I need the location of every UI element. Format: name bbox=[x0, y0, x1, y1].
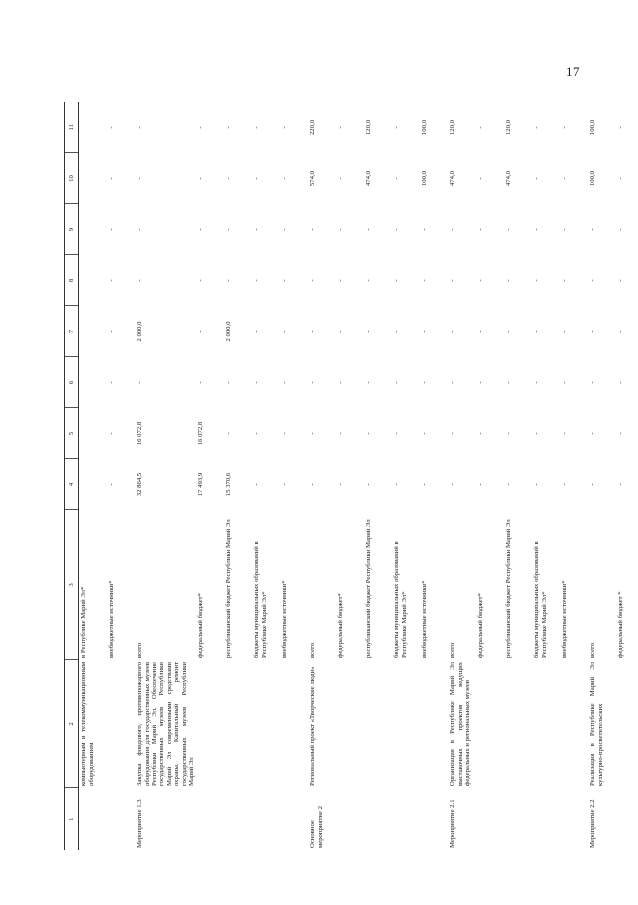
value-cell: - bbox=[477, 279, 485, 282]
column-header: 9 bbox=[65, 204, 79, 255]
value-cell: - bbox=[365, 279, 373, 282]
activity-code-cell bbox=[616, 788, 638, 850]
value-cell: - bbox=[449, 279, 457, 282]
value-cell: - bbox=[421, 279, 429, 282]
value-cell: - bbox=[561, 330, 569, 333]
value-cell: - bbox=[617, 279, 625, 282]
funding-source-cell: внебюджетные источники* bbox=[108, 580, 116, 658]
value-cell: - bbox=[253, 126, 261, 129]
value-cell: - bbox=[421, 228, 429, 231]
value-cell: - bbox=[108, 177, 116, 180]
value-cell: - bbox=[477, 330, 485, 333]
value-cell: - bbox=[617, 177, 625, 180]
value-cell: - bbox=[281, 330, 289, 333]
value-cell: - bbox=[505, 330, 513, 333]
activity-code-cell: Основное мероприятие 2 bbox=[309, 806, 324, 848]
value-cell: - bbox=[533, 330, 541, 333]
value-cell bbox=[79, 306, 108, 357]
value-cell: 100,0 bbox=[421, 119, 429, 136]
value-cell: - bbox=[197, 330, 205, 333]
value-cell: - bbox=[505, 381, 513, 384]
column-number-row bbox=[65, 102, 79, 850]
value-cell: - bbox=[561, 381, 569, 384]
value-cell: 100,0 bbox=[589, 170, 597, 187]
value-cell: - bbox=[337, 228, 345, 231]
value-cell: 16 072,8 bbox=[197, 421, 205, 446]
table-row bbox=[336, 102, 364, 850]
value-cell: - bbox=[309, 381, 317, 384]
funding-source-cell: бюджеты муниципальных образований в Республике Марий Эл* bbox=[533, 541, 548, 658]
funding-source-cell: всего bbox=[309, 642, 317, 658]
column-header: 3 bbox=[65, 510, 79, 660]
value-cell: - bbox=[281, 483, 289, 486]
value-cell: - bbox=[561, 126, 569, 129]
table-row bbox=[252, 102, 280, 850]
funding-source-cell: республиканский бюджет Республики Марий Эл bbox=[505, 519, 513, 658]
activity-name-cell: Реализация в Республике Марий Эл культурно-просветительских bbox=[589, 662, 604, 786]
value-cell: - bbox=[309, 432, 317, 435]
column-header: 10 bbox=[65, 153, 79, 204]
value-cell: - bbox=[505, 228, 513, 231]
value-cell: - bbox=[281, 126, 289, 129]
value-cell: - bbox=[337, 330, 345, 333]
value-cell: - bbox=[477, 228, 485, 231]
value-cell: - bbox=[337, 381, 345, 384]
value-cell: - bbox=[108, 432, 116, 435]
value-cell: - bbox=[365, 381, 373, 384]
value-cell: 100,0 bbox=[589, 119, 597, 136]
value-cell: - bbox=[393, 432, 401, 435]
value-cell: - bbox=[533, 177, 541, 180]
value-cell: - bbox=[617, 381, 625, 384]
value-cell: - bbox=[225, 279, 233, 282]
funding-source-cell: внебюджетные источники* bbox=[561, 580, 569, 658]
activity-name-cell bbox=[532, 660, 560, 788]
value-cell: - bbox=[393, 483, 401, 486]
value-cell: - bbox=[309, 483, 317, 486]
activity-code-cell bbox=[224, 788, 252, 850]
value-cell: - bbox=[337, 483, 345, 486]
table-row bbox=[79, 102, 108, 850]
value-cell: - bbox=[477, 126, 485, 129]
table-row bbox=[224, 102, 252, 850]
value-cell: - bbox=[589, 228, 597, 231]
value-cell: 2 000,0 bbox=[136, 321, 144, 342]
activity-code-cell: Мероприятие 1.3 bbox=[136, 799, 144, 848]
funding-source-cell: республиканский бюджет Республики Марий Эл bbox=[365, 519, 373, 658]
funding-table bbox=[64, 102, 638, 850]
value-cell: - bbox=[561, 279, 569, 282]
table-row bbox=[476, 102, 504, 850]
value-cell: 100,0 bbox=[421, 170, 429, 187]
table-row bbox=[107, 102, 135, 850]
value-cell: - bbox=[393, 126, 401, 129]
funding-source-cell: внебюджетные источники* bbox=[281, 580, 289, 658]
activity-code-cell bbox=[420, 788, 448, 850]
activity-name-cell bbox=[336, 660, 364, 788]
value-cell: - bbox=[505, 483, 513, 486]
funding-source-cell: всего bbox=[136, 642, 144, 658]
value-cell: - bbox=[589, 432, 597, 435]
funding-source-cell: республиканский бюджет Республики Марий Эл bbox=[225, 519, 233, 658]
funding-source-cell: бюджеты муниципальных образований в Республике Марий Эл* bbox=[253, 541, 268, 658]
value-cell: - bbox=[337, 432, 345, 435]
value-cell bbox=[79, 357, 108, 408]
table-row bbox=[135, 102, 196, 850]
column-header: 1 bbox=[65, 788, 79, 850]
value-cell: - bbox=[561, 177, 569, 180]
table-row bbox=[504, 102, 532, 850]
activity-name-cell bbox=[107, 660, 135, 788]
activity-code-cell bbox=[79, 788, 108, 850]
funding-source-cell: внебюджетные источники* bbox=[421, 580, 429, 658]
value-cell: 16 072,8 bbox=[136, 421, 144, 446]
value-cell: - bbox=[253, 330, 261, 333]
value-cell bbox=[79, 153, 108, 204]
funding-source-cell: бюджеты муниципальных образований в Республике Марий Эл* bbox=[393, 541, 408, 658]
value-cell: - bbox=[108, 483, 116, 486]
activity-name-cell bbox=[420, 660, 448, 788]
value-cell: - bbox=[136, 126, 144, 129]
value-cell: - bbox=[281, 177, 289, 180]
value-cell: - bbox=[421, 381, 429, 384]
value-cell: - bbox=[533, 126, 541, 129]
value-cell: - bbox=[281, 228, 289, 231]
value-cell: - bbox=[505, 279, 513, 282]
value-cell: - bbox=[197, 228, 205, 231]
value-cell: - bbox=[449, 228, 457, 231]
value-cell: 474,0 bbox=[505, 170, 513, 187]
table-row bbox=[364, 102, 392, 850]
activity-name-cell bbox=[364, 660, 392, 788]
activity-name-cell: Организация в Республике Марий Эл выставочных проектов ведущих федеральных и региональных музеев bbox=[449, 662, 471, 786]
value-cell: - bbox=[225, 381, 233, 384]
value-cell: - bbox=[393, 330, 401, 333]
value-cell: 474,0 bbox=[449, 170, 457, 187]
value-cell: - bbox=[449, 330, 457, 333]
value-cell: - bbox=[136, 279, 144, 282]
value-cell: - bbox=[337, 177, 345, 180]
activity-name-cell bbox=[224, 660, 252, 788]
value-cell: - bbox=[561, 432, 569, 435]
value-cell: - bbox=[253, 177, 261, 180]
value-cell: - bbox=[589, 330, 597, 333]
table-row bbox=[616, 102, 638, 850]
value-cell: - bbox=[533, 432, 541, 435]
value-cell: - bbox=[421, 330, 429, 333]
column-header: 8 bbox=[65, 255, 79, 306]
value-cell: - bbox=[108, 381, 116, 384]
table-row bbox=[560, 102, 588, 850]
value-cell: - bbox=[617, 330, 625, 333]
value-cell: - bbox=[281, 279, 289, 282]
activity-name-cell bbox=[196, 660, 224, 788]
value-cell: - bbox=[449, 483, 457, 486]
activity-name-cell bbox=[504, 660, 532, 788]
activity-name-cell: компьютерным и телекоммуникационным оборудованием bbox=[80, 662, 95, 786]
table-row bbox=[280, 102, 308, 850]
value-cell: - bbox=[561, 483, 569, 486]
table-body bbox=[79, 102, 638, 850]
value-cell: - bbox=[393, 177, 401, 180]
value-cell bbox=[79, 204, 108, 255]
activity-name-cell bbox=[616, 660, 638, 788]
value-cell: - bbox=[533, 279, 541, 282]
value-cell: - bbox=[281, 432, 289, 435]
value-cell: - bbox=[337, 279, 345, 282]
value-cell: - bbox=[477, 177, 485, 180]
table-row bbox=[392, 102, 420, 850]
activity-code-cell: Мероприятие 2.1 bbox=[449, 799, 457, 848]
value-cell bbox=[79, 408, 108, 459]
activity-code-cell bbox=[336, 788, 364, 850]
value-cell: - bbox=[449, 432, 457, 435]
value-cell: - bbox=[197, 381, 205, 384]
value-cell: - bbox=[108, 279, 116, 282]
value-cell: - bbox=[449, 381, 457, 384]
value-cell: - bbox=[108, 228, 116, 231]
column-header: 5 bbox=[65, 408, 79, 459]
value-cell: - bbox=[617, 432, 625, 435]
value-cell: - bbox=[477, 381, 485, 384]
value-cell: - bbox=[197, 279, 205, 282]
activity-code-cell bbox=[392, 788, 420, 850]
activity-name-cell: Закупка фондового, противопожарного оборудования для государственных музеев Республики Марий Эл. Обеспечение государственных музеев Республики Марий Эл современными средствами охраны. Капитальный ремонт государственных музеев Республики Марий Эл bbox=[136, 662, 195, 786]
value-cell: - bbox=[281, 381, 289, 384]
value-cell: - bbox=[393, 228, 401, 231]
value-cell: - bbox=[589, 279, 597, 282]
activity-code-cell: Мероприятие 2.2 bbox=[589, 799, 597, 848]
value-cell: - bbox=[309, 228, 317, 231]
activity-code-cell bbox=[532, 788, 560, 850]
value-cell: - bbox=[225, 177, 233, 180]
value-cell: - bbox=[365, 228, 373, 231]
value-cell: - bbox=[421, 432, 429, 435]
activity-code-cell bbox=[364, 788, 392, 850]
activity-name-cell bbox=[252, 660, 280, 788]
activity-name-cell bbox=[560, 660, 588, 788]
funding-source-cell: федеральный бюджет * bbox=[617, 591, 625, 658]
column-header: 4 bbox=[65, 459, 79, 510]
activity-code-cell bbox=[476, 788, 504, 850]
value-cell: - bbox=[253, 432, 261, 435]
value-cell: - bbox=[225, 126, 233, 129]
column-header: 2 bbox=[65, 660, 79, 788]
funding-source-cell: федеральный бюджет* bbox=[477, 593, 485, 658]
value-cell: - bbox=[197, 126, 205, 129]
value-cell: - bbox=[589, 381, 597, 384]
activity-name-cell bbox=[280, 660, 308, 788]
funding-source-cell: всего bbox=[589, 642, 597, 658]
value-cell: - bbox=[617, 126, 625, 129]
rotated-page-content bbox=[64, 102, 625, 850]
table-row bbox=[588, 102, 616, 850]
activity-name-cell bbox=[392, 660, 420, 788]
value-cell: 474,0 bbox=[365, 170, 373, 187]
value-cell: 574,0 bbox=[309, 170, 317, 187]
value-cell bbox=[79, 255, 108, 306]
value-cell: - bbox=[108, 330, 116, 333]
table-row bbox=[308, 102, 336, 850]
value-cell: - bbox=[197, 177, 205, 180]
activity-name-cell: Региональный проект «Творческие люди» bbox=[309, 666, 317, 786]
value-cell: - bbox=[365, 432, 373, 435]
column-header: 7 bbox=[65, 306, 79, 357]
value-cell: - bbox=[253, 483, 261, 486]
activity-code-cell bbox=[196, 788, 224, 850]
value-cell: - bbox=[533, 483, 541, 486]
table-row bbox=[420, 102, 448, 850]
value-cell bbox=[79, 102, 108, 153]
activity-code-cell bbox=[107, 788, 135, 850]
value-cell: - bbox=[589, 483, 597, 486]
value-cell: - bbox=[477, 432, 485, 435]
table-row bbox=[448, 102, 476, 850]
table-row bbox=[196, 102, 224, 850]
value-cell: 120,0 bbox=[365, 119, 373, 136]
value-cell: - bbox=[136, 177, 144, 180]
value-cell: - bbox=[108, 126, 116, 129]
value-cell: - bbox=[225, 432, 233, 435]
activity-name-cell bbox=[476, 660, 504, 788]
table-row bbox=[532, 102, 560, 850]
value-cell: - bbox=[309, 330, 317, 333]
value-cell: 17 493,9 bbox=[197, 472, 205, 497]
value-cell: - bbox=[393, 279, 401, 282]
value-cell: - bbox=[533, 228, 541, 231]
value-cell: - bbox=[561, 228, 569, 231]
value-cell: 2 000,0 bbox=[225, 321, 233, 342]
value-cell: 120,0 bbox=[505, 119, 513, 136]
value-cell: - bbox=[253, 279, 261, 282]
value-cell: - bbox=[617, 483, 625, 486]
funding-source-cell: в Республике Марий Эл* bbox=[80, 586, 88, 658]
activity-code-cell bbox=[280, 788, 308, 850]
value-cell: - bbox=[505, 432, 513, 435]
value-cell: 120,0 bbox=[449, 119, 457, 136]
activity-code-cell bbox=[560, 788, 588, 850]
funding-source-cell: федеральный бюджет* bbox=[197, 593, 205, 658]
funding-source-cell: всего bbox=[449, 642, 457, 658]
column-header: 6 bbox=[65, 357, 79, 408]
value-cell: - bbox=[136, 381, 144, 384]
value-cell: - bbox=[337, 126, 345, 129]
value-cell: - bbox=[253, 228, 261, 231]
value-cell: - bbox=[365, 330, 373, 333]
value-cell: - bbox=[309, 279, 317, 282]
value-cell: 32 864,5 bbox=[136, 472, 144, 497]
value-cell: - bbox=[365, 483, 373, 486]
activity-code-cell bbox=[252, 788, 280, 850]
funding-source-cell: федеральный бюджет* bbox=[337, 593, 345, 658]
value-cell: - bbox=[617, 228, 625, 231]
value-cell: 15 370,6 bbox=[225, 472, 233, 497]
value-cell: - bbox=[225, 228, 233, 231]
page-number: 17 bbox=[566, 64, 580, 79]
value-cell: - bbox=[393, 381, 401, 384]
value-cell: - bbox=[253, 381, 261, 384]
value-cell: - bbox=[136, 228, 144, 231]
column-header: 11 bbox=[65, 102, 79, 153]
activity-code-cell bbox=[504, 788, 532, 850]
value-cell: - bbox=[477, 483, 485, 486]
value-cell: - bbox=[421, 483, 429, 486]
value-cell bbox=[79, 459, 108, 510]
value-cell: - bbox=[533, 381, 541, 384]
value-cell: 220,0 bbox=[309, 119, 317, 136]
